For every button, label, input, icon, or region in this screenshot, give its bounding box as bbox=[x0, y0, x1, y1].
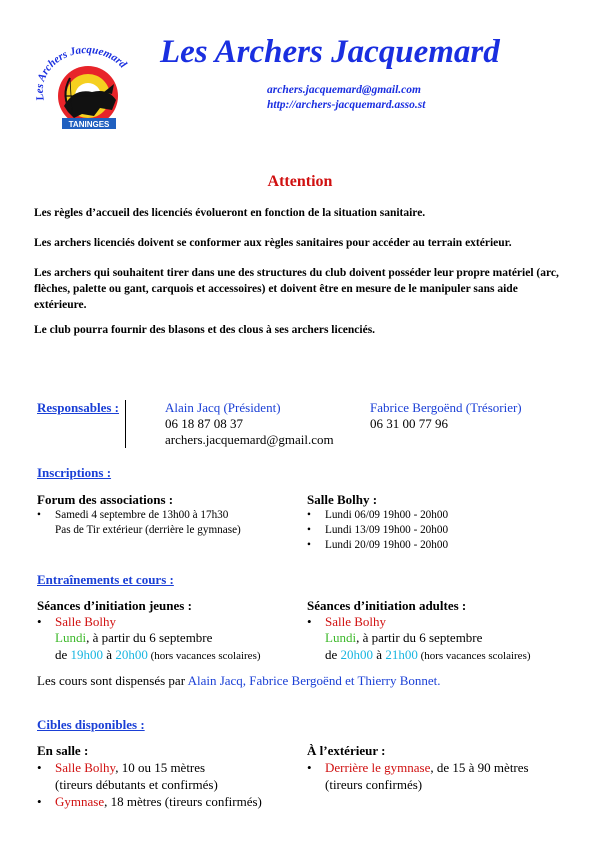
en-salle-subitem: (tireurs débutants et confirmés) bbox=[55, 777, 218, 792]
adultes-day: Lundi, à partir du 6 septembre bbox=[325, 630, 483, 645]
adultes-place: • Salle Bolhy bbox=[307, 614, 387, 629]
exterieur-item: • Derrière le gymnase, de 15 à 90 mètres bbox=[307, 760, 529, 775]
attention-title: Attention bbox=[267, 173, 333, 190]
forum-title: Forum des associations : bbox=[37, 492, 174, 507]
responsables-heading: Responsables : bbox=[37, 400, 119, 415]
club-website[interactable]: http://archers-jacquemard.asso.st bbox=[267, 99, 426, 111]
responsable-2-name: Fabrice Bergoënd (Trésorier) bbox=[370, 400, 522, 415]
responsable-1-name: Alain Jacq (Président) bbox=[165, 400, 281, 415]
responsable-1-phone: 06 18 87 08 37 bbox=[165, 416, 243, 431]
inscriptions-heading: Inscriptions : bbox=[37, 465, 112, 480]
adultes-hours: de 20h00 à 21h00 (hors vacances scolaires) bbox=[325, 647, 531, 662]
attention-paragraph: Les archers qui souhaitent tirer dans une des structures du club doivent posséder leur propre matériel (arc, flèches, palette ou gant, carquois et accessoires) et doivent être en mesure de le manipuler sans aide extérieure. bbox=[34, 267, 559, 311]
responsable-2-phone: 06 31 00 77 96 bbox=[370, 416, 448, 431]
forum-item: • Samedi 4 septembre de 13h00 à 17h30 bbox=[37, 509, 229, 521]
jeunes-place: • Salle Bolhy bbox=[37, 614, 117, 629]
svg-text:Les Archers Jacquemard: Les Archers Jacquemard bbox=[33, 43, 129, 102]
club-logo bbox=[30, 38, 142, 134]
cibles-heading: Cibles disponibles : bbox=[37, 717, 145, 732]
entrainements-heading: Entraînements et cours : bbox=[37, 572, 174, 587]
cours-text: Les cours sont dispensés par Alain Jacq, Fabrice Bergoënd et Thierry Bonnet. bbox=[37, 673, 441, 688]
en-salle-title: En salle : bbox=[37, 743, 89, 758]
exterieur-title: À l’extérieur : bbox=[307, 743, 386, 758]
divider bbox=[125, 400, 126, 448]
en-salle-item: • Gymnase, 18 mètres (tireurs confirmés) bbox=[37, 794, 262, 809]
exterieur-subitem: (tireurs confirmés) bbox=[325, 777, 423, 792]
club-title: Les Archers Jacquemard bbox=[160, 34, 500, 70]
forum-subitem: Pas de Tir extérieur (derrière le gymnase) bbox=[55, 524, 241, 536]
jeunes-title: Séances d’initiation jeunes : bbox=[37, 598, 192, 613]
salle-bolhy-item: • Lundi 06/09 19h00 - 20h00 bbox=[307, 509, 449, 521]
svg-text:TANINGES: TANINGES bbox=[68, 120, 110, 129]
jeunes-hours: de 19h00 à 20h00 (hors vacances scolaires) bbox=[55, 647, 261, 662]
club-email[interactable]: archers.jacquemard@gmail.com bbox=[267, 84, 421, 96]
adultes-title: Séances d’initiation adultes : bbox=[307, 598, 467, 613]
salle-bolhy-title: Salle Bolhy : bbox=[307, 492, 378, 507]
salle-bolhy-item: • Lundi 20/09 19h00 - 20h00 bbox=[307, 539, 449, 551]
attention-paragraph: Les règles d’accueil des licenciés évolueront en fonction de la situation sanitaire. bbox=[34, 207, 426, 219]
jeunes-day: Lundi, à partir du 6 septembre bbox=[55, 630, 213, 645]
attention-paragraph: Les archers licenciés doivent se conformer aux règles sanitaires pour accéder au terrain extérieur. bbox=[34, 237, 512, 249]
salle-bolhy-item: • Lundi 13/09 19h00 - 20h00 bbox=[307, 524, 449, 536]
responsable-1-email[interactable]: archers.jacquemard@gmail.com bbox=[165, 432, 334, 447]
en-salle-item: • Salle Bolhy, 10 ou 15 mètres bbox=[37, 760, 206, 775]
archer-bull-logo-icon bbox=[30, 38, 142, 134]
attention-paragraph: Le club pourra fournir des blasons et des clous à ses archers licenciés. bbox=[34, 324, 376, 336]
